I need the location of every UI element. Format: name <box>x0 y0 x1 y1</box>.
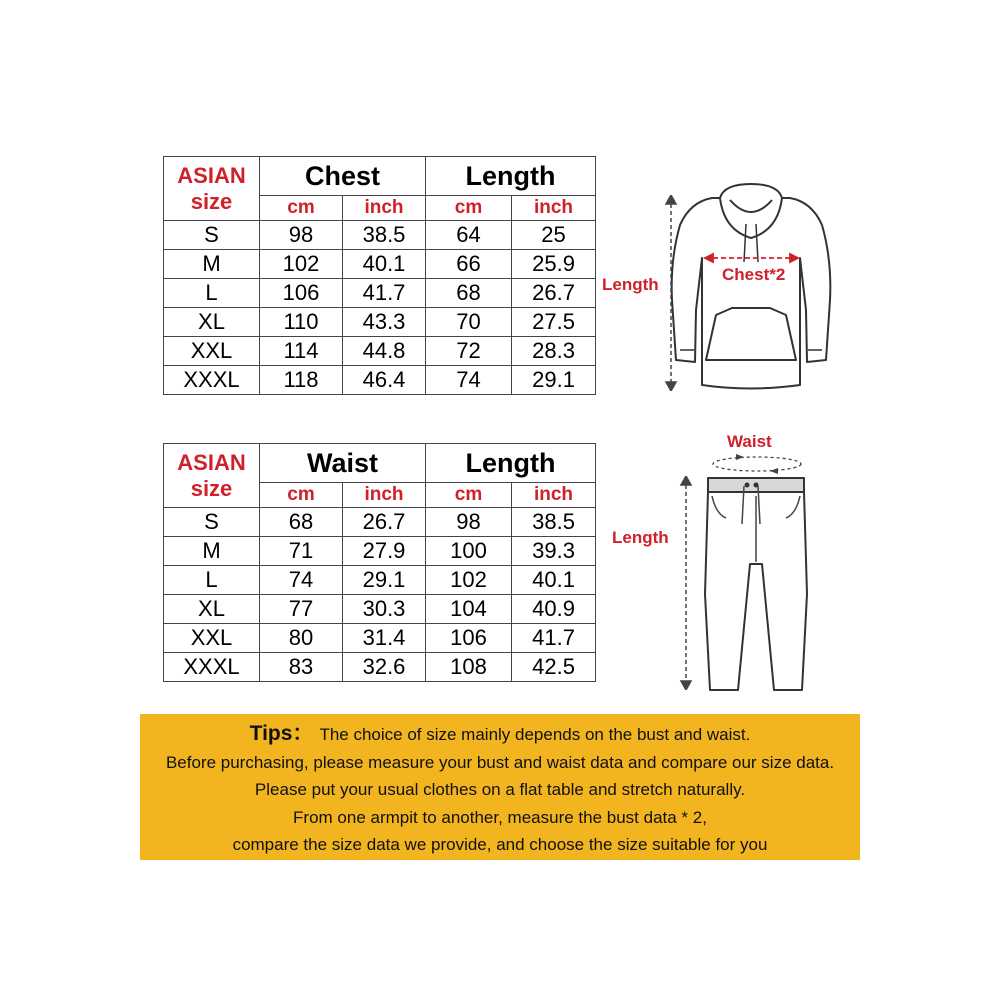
value-cell: 38.5 <box>512 508 596 537</box>
value-cell: 29.1 <box>343 566 426 595</box>
table-row <box>164 653 596 682</box>
value-cell: 28.3 <box>512 337 596 366</box>
asian-size-header <box>164 444 260 508</box>
size-label: size <box>190 475 233 501</box>
value-cell: 29.1 <box>512 366 596 395</box>
value-cell: 25.9 <box>512 250 596 279</box>
value-cell: 106 <box>426 624 512 653</box>
value-cell: 104 <box>426 595 512 624</box>
value-cell: 70 <box>426 308 512 337</box>
tips-line-4: From one armpit to another, measure the bust data * 2, <box>293 807 707 827</box>
size-cell: XXL <box>164 337 260 366</box>
value-cell: 44.8 <box>343 337 426 366</box>
unit-cm: cm <box>426 196 512 221</box>
pants-icon <box>700 474 812 694</box>
size-cell: S <box>164 221 260 250</box>
tips-line-1 <box>140 720 860 749</box>
size-cell: XXXL <box>164 653 260 682</box>
size-label: size <box>190 188 233 214</box>
value-cell: 118 <box>260 366 343 395</box>
value-cell: 98 <box>260 221 343 250</box>
value-cell: 38.5 <box>343 221 426 250</box>
table-row <box>164 566 596 595</box>
table-row <box>164 624 596 653</box>
value-cell: 25 <box>512 221 596 250</box>
table-row <box>164 250 596 279</box>
table-row <box>164 279 596 308</box>
tips-label: Tips： <box>249 722 314 745</box>
table-row <box>164 337 596 366</box>
chest-header: Chest <box>260 157 426 196</box>
size-cell: L <box>164 279 260 308</box>
table-row <box>164 595 596 624</box>
value-cell: 64 <box>426 221 512 250</box>
value-cell: 68 <box>426 279 512 308</box>
value-cell: 27.9 <box>343 537 426 566</box>
value-cell: 43.3 <box>343 308 426 337</box>
value-cell: 41.7 <box>512 624 596 653</box>
tips-line-2: Before purchasing, please measure your bust and waist data and compare our size data. <box>165 752 835 772</box>
table-row <box>164 508 596 537</box>
hoodie-icon <box>650 180 850 395</box>
asian-size-header <box>164 157 260 221</box>
value-cell: 26.7 <box>512 279 596 308</box>
value-cell: 74 <box>260 566 343 595</box>
length-header: Length <box>426 444 596 483</box>
size-cell: XL <box>164 308 260 337</box>
unit-cm: cm <box>426 483 512 508</box>
pants-length-label: Length <box>612 528 669 547</box>
value-cell: 74 <box>426 366 512 395</box>
value-cell: 46.4 <box>343 366 426 395</box>
value-cell: 40.1 <box>343 250 426 279</box>
value-cell: 100 <box>426 537 512 566</box>
size-cell: M <box>164 250 260 279</box>
top-size-chart <box>163 156 596 395</box>
table-row <box>164 308 596 337</box>
tips-line-5: compare the size data we provide, and choose the size suitable for you <box>232 835 768 854</box>
value-cell: 114 <box>260 337 343 366</box>
value-cell: 41.7 <box>343 279 426 308</box>
chest-label: Chest*2 <box>722 265 786 284</box>
size-cell: L <box>164 566 260 595</box>
value-cell: 68 <box>260 508 343 537</box>
value-cell: 106 <box>260 279 343 308</box>
value-cell: 27.5 <box>512 308 596 337</box>
value-cell: 77 <box>260 595 343 624</box>
table-row <box>164 366 596 395</box>
tips-text-1: The choice of size mainly depends on the bust and waist. <box>319 725 751 744</box>
value-cell: 102 <box>260 250 343 279</box>
hoodie-length-arrow <box>663 195 679 391</box>
value-cell: 32.6 <box>343 653 426 682</box>
waist-header: Waist <box>260 444 426 483</box>
value-cell: 39.3 <box>512 537 596 566</box>
unit-inch: inch <box>343 196 426 221</box>
value-cell: 42.5 <box>512 653 596 682</box>
unit-cm: cm <box>260 483 343 508</box>
size-cell: XXXL <box>164 366 260 395</box>
size-cell: S <box>164 508 260 537</box>
waist-label: Waist <box>727 432 772 451</box>
tips-box <box>140 714 860 860</box>
pants-length-arrow <box>678 476 694 690</box>
value-cell: 40.9 <box>512 595 596 624</box>
size-cell: M <box>164 537 260 566</box>
value-cell: 40.1 <box>512 566 596 595</box>
unit-inch: inch <box>512 196 596 221</box>
waist-measure-ellipse <box>708 452 806 476</box>
tips-line-3: Please put your usual clothes on a flat table and stretch naturally. <box>254 780 746 799</box>
value-cell: 72 <box>426 337 512 366</box>
asian-label: ASIAN <box>177 449 246 475</box>
value-cell: 80 <box>260 624 343 653</box>
value-cell: 98 <box>426 508 512 537</box>
value-cell: 102 <box>426 566 512 595</box>
size-cell: XL <box>164 595 260 624</box>
hoodie-length-label: Length <box>602 275 659 294</box>
asian-label: ASIAN <box>177 162 246 188</box>
value-cell: 26.7 <box>343 508 426 537</box>
unit-cm: cm <box>260 196 343 221</box>
value-cell: 83 <box>260 653 343 682</box>
value-cell: 110 <box>260 308 343 337</box>
value-cell: 71 <box>260 537 343 566</box>
value-cell: 30.3 <box>343 595 426 624</box>
unit-inch: inch <box>512 483 596 508</box>
bottom-size-chart <box>163 443 596 682</box>
length-header: Length <box>426 157 596 196</box>
table-row <box>164 221 596 250</box>
value-cell: 108 <box>426 653 512 682</box>
unit-inch: inch <box>343 483 426 508</box>
value-cell: 31.4 <box>343 624 426 653</box>
value-cell: 66 <box>426 250 512 279</box>
size-cell: XXL <box>164 624 260 653</box>
table-row <box>164 537 596 566</box>
